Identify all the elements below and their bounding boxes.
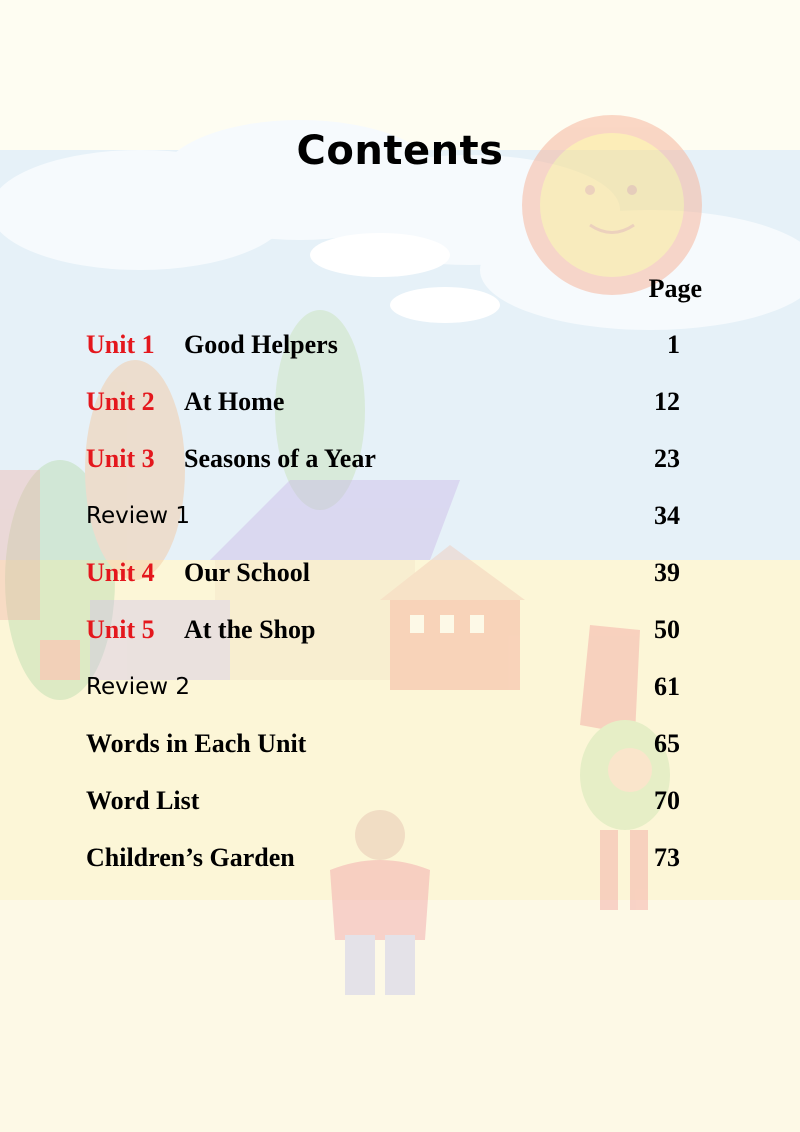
- unit-label: Unit 3: [86, 444, 155, 473]
- entry-title: At the Shop: [184, 615, 316, 644]
- entry-title: Words in Each Unit: [86, 729, 307, 758]
- entry-page-number: 65: [654, 729, 680, 758]
- entry-page-number: 39: [654, 558, 680, 587]
- entry-title: Review 2: [86, 674, 191, 700]
- entry-title: At Home: [184, 387, 285, 416]
- page-column-header: Page: [648, 274, 702, 303]
- entry-title: Children’s Garden: [86, 843, 295, 872]
- toc-entry-unit-3[interactable]: [86, 444, 680, 501]
- entry-page-number: 61: [654, 672, 680, 701]
- entry-title: Review 1: [86, 503, 191, 529]
- toc-entry-unit-1[interactable]: [86, 330, 680, 387]
- toc-entry-review-2[interactable]: [86, 672, 680, 729]
- entry-title: Word List: [86, 786, 200, 815]
- entry-page-number: 50: [654, 615, 680, 644]
- entry-page-number: 12: [654, 387, 680, 416]
- entry-page-number: 73: [654, 843, 680, 872]
- toc-entry-word-list[interactable]: [86, 786, 680, 843]
- toc-entry-words-in-each-unit[interactable]: [86, 729, 680, 786]
- table-of-contents: [86, 330, 680, 900]
- entry-page-number: 1: [667, 330, 680, 359]
- entry-title: Good Helpers: [184, 330, 338, 359]
- unit-label: Unit 2: [86, 387, 155, 416]
- entry-page-number: 70: [654, 786, 680, 815]
- toc-entry-unit-5[interactable]: [86, 615, 680, 672]
- page-title: Contents: [296, 128, 504, 174]
- entry-title: Seasons of a Year: [184, 444, 376, 473]
- toc-entry-unit-4[interactable]: [86, 558, 680, 615]
- unit-label: Unit 5: [86, 615, 155, 644]
- unit-label: Unit 1: [86, 330, 155, 359]
- entry-page-number: 34: [654, 501, 680, 530]
- toc-entry-unit-2[interactable]: [86, 387, 680, 444]
- entry-title: Our School: [184, 558, 310, 587]
- entry-page-number: 23: [654, 444, 680, 473]
- toc-entry-review-1[interactable]: [86, 501, 680, 558]
- toc-entry-childrens-garden[interactable]: [86, 843, 680, 900]
- unit-label: Unit 4: [86, 558, 155, 587]
